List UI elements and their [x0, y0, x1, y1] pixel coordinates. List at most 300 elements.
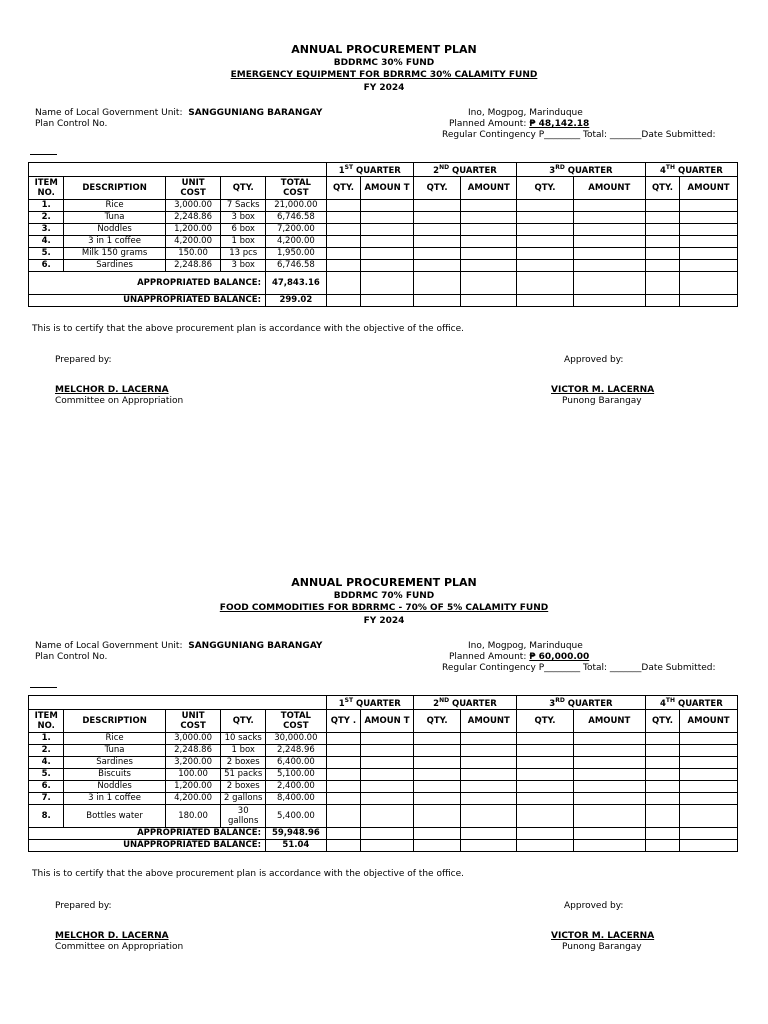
planned-amount-value: ₱ 60,000.00	[529, 652, 590, 662]
q4-qty-header: QTY.	[645, 709, 679, 732]
q1-header: 1ST QUARTER	[326, 163, 413, 177]
item-total-cost: 2,400.00	[265, 780, 326, 792]
empty-cell	[326, 827, 360, 839]
q3-amount-header: AMOUNT	[573, 176, 645, 199]
empty-cell	[517, 792, 574, 804]
item-total-cost: 21,000.00	[265, 199, 326, 211]
item-no: 8.	[29, 804, 64, 827]
empty-cell	[645, 756, 679, 768]
item-total-cost: 6,746.58	[265, 259, 326, 271]
table-row	[29, 780, 738, 792]
empty-cell	[517, 247, 574, 259]
item-no: 6.	[29, 780, 64, 792]
item-no: 1.	[29, 199, 64, 211]
item-unit-cost: 1,200.00	[165, 780, 221, 792]
empty-cell	[326, 199, 360, 211]
item-description: Sardines	[64, 259, 165, 271]
q1-amount-header: AMOUN T	[361, 709, 414, 732]
item-qty: 2 boxes	[221, 756, 266, 768]
item-description: Rice	[64, 199, 165, 211]
unit-cost-header: UNIT COST	[165, 176, 221, 199]
empty-cell	[461, 732, 517, 744]
item-total-cost: 5,400.00	[265, 804, 326, 827]
column-header-row	[29, 176, 738, 199]
empty-cell	[680, 247, 738, 259]
column-header-row	[29, 709, 738, 732]
q2-amount-header: AMOUNT	[461, 176, 517, 199]
appropriated-balance-label: APPROPRIATED BALANCE:	[29, 271, 266, 294]
plan-fund: BDDRMC 30% FUND	[333, 58, 435, 68]
q4-qty-header: QTY.	[645, 176, 679, 199]
approved-by-name: VICTOR M. LACERNA	[551, 931, 655, 941]
unappropriated-balance-label: UNAPPROPRIATED BALANCE:	[29, 839, 266, 851]
lgu-label: Name of Local Government Unit:	[35, 641, 183, 651]
lgu-line	[35, 641, 322, 651]
description-header: DESCRIPTION	[64, 176, 165, 199]
empty-cell	[680, 804, 738, 827]
q3-qty-header: QTY.	[517, 709, 574, 732]
item-qty: 3 box	[221, 259, 266, 271]
empty-cell	[461, 827, 517, 839]
empty-cell	[680, 744, 738, 756]
empty-cell	[461, 247, 517, 259]
empty-cell	[461, 199, 517, 211]
empty-cell	[326, 294, 360, 306]
empty-cell	[680, 792, 738, 804]
empty-cell	[413, 756, 461, 768]
empty-cell	[413, 744, 461, 756]
planned-amount-line	[449, 652, 589, 662]
q3-amount-header: AMOUNT	[573, 709, 645, 732]
empty-cell	[573, 827, 645, 839]
lgu-name: SANGGUNIANG BARANGAY	[188, 641, 323, 651]
item-no: 5.	[29, 247, 64, 259]
unappropriated-balance-row	[29, 294, 738, 306]
empty-cell	[573, 804, 645, 827]
empty-cell	[573, 211, 645, 223]
empty-cell	[573, 247, 645, 259]
empty-cell	[361, 804, 414, 827]
approved-by-label: Approved by:	[564, 355, 624, 365]
item-description: Sardines	[64, 756, 165, 768]
empty-cell	[461, 768, 517, 780]
blank-line	[30, 687, 57, 688]
item-description: 3 in 1 coffee	[64, 235, 165, 247]
item-no: 3.	[29, 223, 64, 235]
item-no: 6.	[29, 259, 64, 271]
appropriated-balance-value: 47,843.16	[265, 271, 326, 294]
empty-cell	[413, 294, 461, 306]
item-no: 7.	[29, 792, 64, 804]
empty-cell	[413, 223, 461, 235]
item-unit-cost: 3,200.00	[165, 756, 221, 768]
quarter-header-row	[29, 163, 738, 177]
empty-cell	[413, 259, 461, 271]
item-total-cost: 5,100.00	[265, 768, 326, 780]
empty-cell	[645, 223, 679, 235]
empty-cell	[573, 792, 645, 804]
empty-cell	[361, 247, 414, 259]
empty-cell	[680, 211, 738, 223]
empty-cell	[573, 294, 645, 306]
item-unit-cost: 2,248.86	[165, 259, 221, 271]
empty-cell	[517, 839, 574, 851]
quarter-header-row	[29, 696, 738, 710]
item-unit-cost: 2,248.86	[165, 211, 221, 223]
empty-cell	[517, 199, 574, 211]
plan-fiscal-year: FY 2024	[363, 616, 405, 626]
empty-cell	[461, 839, 517, 851]
q1-qty-header: QTY .	[326, 709, 360, 732]
table-row	[29, 223, 738, 235]
header-spacer	[29, 696, 327, 710]
empty-cell	[461, 235, 517, 247]
plan-fund: BDDRMC 70% FUND	[333, 591, 435, 601]
empty-cell	[326, 744, 360, 756]
item-total-cost: 30,000.00	[265, 732, 326, 744]
empty-cell	[361, 199, 414, 211]
empty-cell	[680, 732, 738, 744]
empty-cell	[413, 199, 461, 211]
item-no: 4.	[29, 235, 64, 247]
empty-cell	[326, 271, 360, 294]
lgu-label: Name of Local Government Unit:	[35, 108, 183, 118]
empty-cell	[573, 235, 645, 247]
item-total-cost: 4,200.00	[265, 235, 326, 247]
empty-cell	[361, 768, 414, 780]
item-qty: 7 Sacks	[221, 199, 266, 211]
empty-cell	[680, 780, 738, 792]
item-qty: 2 gallons	[221, 792, 266, 804]
table-row	[29, 732, 738, 744]
empty-cell	[517, 294, 574, 306]
empty-cell	[326, 780, 360, 792]
empty-cell	[645, 247, 679, 259]
empty-cell	[573, 756, 645, 768]
approved-by-label: Approved by:	[564, 901, 624, 911]
planned-amount-line	[449, 119, 589, 129]
empty-cell	[413, 211, 461, 223]
approved-by-title: Punong Barangay	[562, 942, 642, 952]
empty-cell	[517, 211, 574, 223]
q2-header: 2ND QUARTER	[413, 696, 516, 710]
item-qty: 3 box	[221, 211, 266, 223]
approved-by-title: Punong Barangay	[562, 396, 642, 406]
item-no: 4.	[29, 756, 64, 768]
empty-cell	[413, 780, 461, 792]
empty-cell	[680, 756, 738, 768]
item-unit-cost: 100.00	[165, 768, 221, 780]
empty-cell	[573, 780, 645, 792]
empty-cell	[461, 271, 517, 294]
q1-header: 1ST QUARTER	[326, 696, 413, 710]
empty-cell	[461, 259, 517, 271]
procurement-table	[28, 162, 738, 307]
empty-cell	[645, 744, 679, 756]
item-total-cost: 6,746.58	[265, 211, 326, 223]
item-no: 2.	[29, 211, 64, 223]
empty-cell	[680, 839, 738, 851]
item-qty: 51 packs	[221, 768, 266, 780]
empty-cell	[573, 223, 645, 235]
total-cost-header: TOTAL COST	[265, 176, 326, 199]
empty-cell	[680, 199, 738, 211]
item-qty: 1 box	[221, 235, 266, 247]
planned-amount-value: ₱ 48,142.18	[529, 119, 590, 129]
empty-cell	[645, 211, 679, 223]
empty-cell	[326, 235, 360, 247]
unappropriated-balance-value: 299.02	[265, 294, 326, 306]
empty-cell	[645, 827, 679, 839]
empty-cell	[680, 223, 738, 235]
empty-cell	[517, 756, 574, 768]
prepared-by-name: MELCHOR D. LACERNA	[55, 385, 169, 395]
q2-header: 2ND QUARTER	[413, 163, 516, 177]
empty-cell	[517, 259, 574, 271]
empty-cell	[361, 756, 414, 768]
prepared-by-label: Prepared by:	[55, 355, 112, 365]
item-no: 2.	[29, 744, 64, 756]
table-row	[29, 768, 738, 780]
empty-cell	[573, 259, 645, 271]
lgu-name: SANGGUNIANG BARANGAY	[188, 108, 323, 118]
empty-cell	[361, 259, 414, 271]
empty-cell	[413, 827, 461, 839]
qty-header: QTY.	[221, 176, 266, 199]
item-unit-cost: 150.00	[165, 247, 221, 259]
item-description: 3 in 1 coffee	[64, 792, 165, 804]
empty-cell	[413, 271, 461, 294]
q1-amount-header: AMOUN T	[361, 176, 414, 199]
item-qty: 10 sacks	[221, 732, 266, 744]
empty-cell	[517, 744, 574, 756]
contingency-line: Regular Contingency P________ Total: _______Date Submitted:	[442, 663, 716, 673]
q2-qty-header: QTY.	[413, 176, 461, 199]
plan-control-label: Plan Control No.	[35, 652, 108, 662]
empty-cell	[326, 259, 360, 271]
empty-cell	[680, 271, 738, 294]
procurement-table	[28, 695, 738, 852]
item-no-header: ITEM NO.	[29, 709, 64, 732]
empty-cell	[361, 744, 414, 756]
plan-title: ANNUAL PROCUREMENT PLAN	[291, 576, 477, 589]
empty-cell	[413, 768, 461, 780]
table-row	[29, 756, 738, 768]
empty-cell	[645, 259, 679, 271]
table-row	[29, 744, 738, 756]
empty-cell	[461, 744, 517, 756]
unappropriated-balance-label: UNAPPROPRIATED BALANCE:	[29, 294, 266, 306]
empty-cell	[361, 294, 414, 306]
q3-qty-header: QTY.	[517, 176, 574, 199]
empty-cell	[645, 199, 679, 211]
empty-cell	[326, 732, 360, 744]
item-qty: 2 boxes	[221, 780, 266, 792]
empty-cell	[326, 792, 360, 804]
description-header: DESCRIPTION	[64, 709, 165, 732]
empty-cell	[361, 827, 414, 839]
planned-amount-label: Planned Amount:	[449, 119, 527, 129]
appropriated-balance-row	[29, 271, 738, 294]
empty-cell	[645, 235, 679, 247]
empty-cell	[413, 839, 461, 851]
empty-cell	[361, 780, 414, 792]
q4-amount-header: AMOUNT	[680, 176, 738, 199]
blank-line	[30, 154, 57, 155]
item-total-cost: 7,200.00	[265, 223, 326, 235]
empty-cell	[645, 804, 679, 827]
plan-control-label: Plan Control No.	[35, 119, 108, 129]
certify-statement: This is to certify that the above procurement plan is accordance with the objective of the office.	[32, 324, 464, 334]
item-qty: 1 box	[221, 744, 266, 756]
empty-cell	[461, 294, 517, 306]
plan-title: ANNUAL PROCUREMENT PLAN	[291, 43, 477, 56]
empty-cell	[680, 294, 738, 306]
empty-cell	[461, 792, 517, 804]
empty-cell	[413, 732, 461, 744]
plan-fiscal-year: FY 2024	[363, 83, 405, 93]
item-description: Tuna	[64, 744, 165, 756]
empty-cell	[413, 247, 461, 259]
empty-cell	[413, 804, 461, 827]
empty-cell	[326, 756, 360, 768]
empty-cell	[573, 271, 645, 294]
empty-cell	[517, 223, 574, 235]
item-total-cost: 6,400.00	[265, 756, 326, 768]
table-row	[29, 804, 738, 827]
empty-cell	[573, 732, 645, 744]
empty-cell	[326, 768, 360, 780]
item-no: 1.	[29, 732, 64, 744]
q2-qty-header: QTY.	[413, 709, 461, 732]
item-unit-cost: 1,200.00	[165, 223, 221, 235]
empty-cell	[645, 732, 679, 744]
item-qty: 30 gallons	[221, 804, 266, 827]
contingency-line: Regular Contingency P________ Total: _______Date Submitted:	[442, 130, 716, 140]
empty-cell	[645, 792, 679, 804]
empty-cell	[517, 804, 574, 827]
approved-by-name: VICTOR M. LACERNA	[551, 385, 655, 395]
empty-cell	[413, 235, 461, 247]
item-total-cost: 1,950.00	[265, 247, 326, 259]
unappropriated-balance-row	[29, 839, 738, 851]
appropriated-balance-row	[29, 827, 738, 839]
item-description: Noddles	[64, 223, 165, 235]
lgu-line	[35, 108, 322, 118]
empty-cell	[680, 768, 738, 780]
unappropriated-balance-value: 51.04	[265, 839, 326, 851]
table-row	[29, 211, 738, 223]
empty-cell	[645, 294, 679, 306]
table-row	[29, 199, 738, 211]
item-total-cost: 2,248.96	[265, 744, 326, 756]
unit-cost-header: UNIT COST	[165, 709, 221, 732]
table-row	[29, 235, 738, 247]
empty-cell	[680, 827, 738, 839]
empty-cell	[573, 744, 645, 756]
q1-qty-header: QTY.	[326, 176, 360, 199]
item-description: Biscuits	[64, 768, 165, 780]
appropriated-balance-value: 59,948.96	[265, 827, 326, 839]
empty-cell	[517, 235, 574, 247]
empty-cell	[361, 223, 414, 235]
empty-cell	[361, 792, 414, 804]
empty-cell	[573, 199, 645, 211]
q3-header: 3RD QUARTER	[517, 163, 646, 177]
prepared-by-name: MELCHOR D. LACERNA	[55, 931, 169, 941]
table-row	[29, 247, 738, 259]
q4-header: 4TH QUARTER	[645, 696, 737, 710]
location: Ino, Mogpog, Marinduque	[468, 108, 583, 118]
table-row	[29, 792, 738, 804]
empty-cell	[361, 211, 414, 223]
item-unit-cost: 4,200.00	[165, 235, 221, 247]
planned-amount-label: Planned Amount:	[449, 652, 527, 662]
empty-cell	[461, 804, 517, 827]
item-description: Noddles	[64, 780, 165, 792]
item-qty: 6 box	[221, 223, 266, 235]
empty-cell	[326, 223, 360, 235]
empty-cell	[517, 780, 574, 792]
empty-cell	[461, 756, 517, 768]
empty-cell	[326, 839, 360, 851]
empty-cell	[361, 839, 414, 851]
item-description: Milk 150 grams	[64, 247, 165, 259]
item-unit-cost: 4,200.00	[165, 792, 221, 804]
empty-cell	[361, 235, 414, 247]
empty-cell	[517, 827, 574, 839]
q2-amount-header: AMOUNT	[461, 709, 517, 732]
q4-header: 4TH QUARTER	[645, 163, 737, 177]
empty-cell	[461, 780, 517, 792]
empty-cell	[326, 804, 360, 827]
item-description: Rice	[64, 732, 165, 744]
empty-cell	[680, 235, 738, 247]
empty-cell	[413, 792, 461, 804]
empty-cell	[645, 839, 679, 851]
qty-header: QTY.	[221, 709, 266, 732]
q3-header: 3RD QUARTER	[517, 696, 646, 710]
item-unit-cost: 3,000.00	[165, 732, 221, 744]
empty-cell	[645, 768, 679, 780]
empty-cell	[645, 780, 679, 792]
certify-statement: This is to certify that the above procurement plan is accordance with the objective of the office.	[32, 869, 464, 879]
plan-purpose: EMERGENCY EQUIPMENT FOR BDRRMC 30% CALAMITY FUND	[230, 70, 538, 80]
item-unit-cost: 3,000.00	[165, 199, 221, 211]
empty-cell	[517, 768, 574, 780]
table-row	[29, 259, 738, 271]
location: Ino, Mogpog, Marinduque	[468, 641, 583, 651]
empty-cell	[326, 211, 360, 223]
empty-cell	[461, 211, 517, 223]
empty-cell	[680, 259, 738, 271]
item-no-header: ITEM NO.	[29, 176, 64, 199]
total-cost-header: TOTAL COST	[265, 709, 326, 732]
prepared-by-title: Committee on Appropriation	[55, 396, 184, 406]
appropriated-balance-label: APPROPRIATED BALANCE:	[29, 827, 266, 839]
item-total-cost: 8,400.00	[265, 792, 326, 804]
q4-amount-header: AMOUNT	[680, 709, 738, 732]
empty-cell	[645, 271, 679, 294]
item-description: Bottles water	[64, 804, 165, 827]
item-no: 5.	[29, 768, 64, 780]
empty-cell	[361, 732, 414, 744]
header-spacer	[29, 163, 327, 177]
item-unit-cost: 180.00	[165, 804, 221, 827]
empty-cell	[326, 247, 360, 259]
item-qty: 13 pcs	[221, 247, 266, 259]
item-description: Tuna	[64, 211, 165, 223]
